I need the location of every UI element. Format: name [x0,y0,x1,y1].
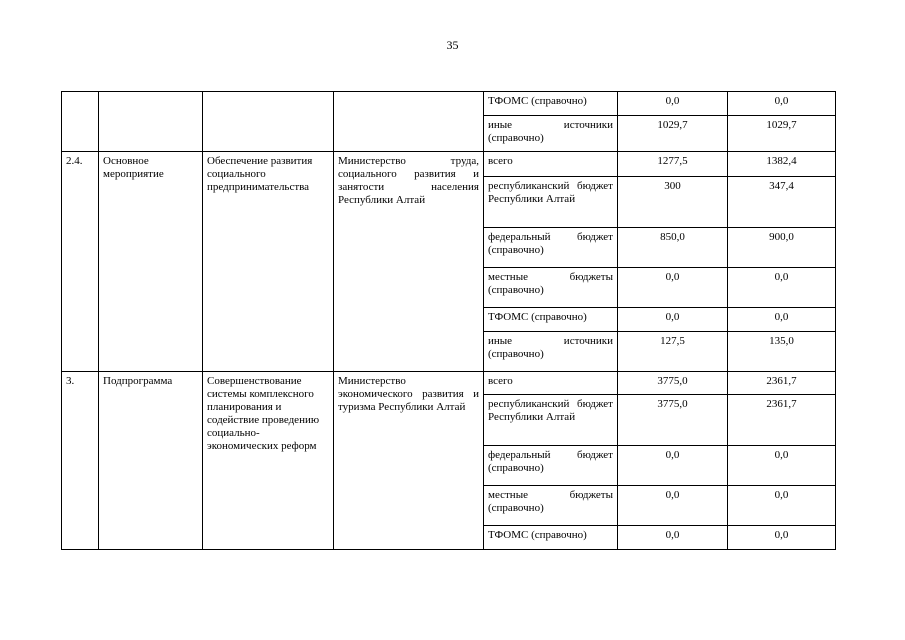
row-type [99,92,203,152]
table-row [62,92,836,116]
funding-source: республиканский бюджет Республики Алтай [484,177,618,228]
amount-year-2: 0,0 [728,268,836,308]
row-code: 3. [62,372,99,550]
funding-source: ТФОМС (справочно) [484,526,618,550]
row-name: Обеспечение развития социального предпринимательства [203,152,334,372]
amount-year-1: 0,0 [618,92,728,116]
funding-source: иные источники (справочно) [484,332,618,372]
table-row [62,152,836,177]
funding-source: республиканский бюджет Республики Алтай [484,395,618,446]
amount-year-2: 1029,7 [728,116,836,152]
row-responsible: Министерство труда, социального развития и занятости населения Республики Алтай [334,152,484,372]
funding-source: ТФОМС (справочно) [484,92,618,116]
row-type: Основное мероприятие [99,152,203,372]
row-type: Подпрограмма [99,372,203,550]
amount-year-2: 900,0 [728,228,836,268]
funding-source: всего [484,152,618,177]
amount-year-2: 135,0 [728,332,836,372]
amount-year-1: 0,0 [618,308,728,332]
amount-year-2: 0,0 [728,92,836,116]
amount-year-2: 2361,7 [728,372,836,395]
amount-year-2: 0,0 [728,486,836,526]
amount-year-1: 0,0 [618,268,728,308]
amount-year-1: 0,0 [618,526,728,550]
amount-year-1: 1029,7 [618,116,728,152]
amount-year-1: 0,0 [618,446,728,486]
amount-year-2: 347,4 [728,177,836,228]
row-code [62,92,99,152]
amount-year-2: 2361,7 [728,395,836,446]
amount-year-1: 3775,0 [618,395,728,446]
row-name: Совершенствование системы комплексного планирования и содействие проведению социально-экономических реформ [203,372,334,550]
funding-source: федеральный бюджет (справочно) [484,446,618,486]
funding-source: федеральный бюджет (справочно) [484,228,618,268]
page-number: 35 [446,38,459,52]
amount-year-1: 850,0 [618,228,728,268]
funding-source: местные бюджеты (справочно) [484,486,618,526]
funding-source: всего [484,372,618,395]
amount-year-2: 1382,4 [728,152,836,177]
amount-year-1: 3775,0 [618,372,728,395]
row-responsible: Министерство экономического развития и туризма Республики Алтай [334,372,484,550]
table-row [62,372,836,395]
amount-year-1: 127,5 [618,332,728,372]
row-name [203,92,334,152]
amount-year-1: 0,0 [618,486,728,526]
row-code: 2.4. [62,152,99,372]
amount-year-1: 300 [618,177,728,228]
row-responsible [334,92,484,152]
amount-year-2: 0,0 [728,526,836,550]
amount-year-1: 1277,5 [618,152,728,177]
budget-table [61,91,836,550]
amount-year-2: 0,0 [728,446,836,486]
funding-source: местные бюджеты (справочно) [484,268,618,308]
funding-source: ТФОМС (справочно) [484,308,618,332]
amount-year-2: 0,0 [728,308,836,332]
funding-source: иные источники (справочно) [484,116,618,152]
